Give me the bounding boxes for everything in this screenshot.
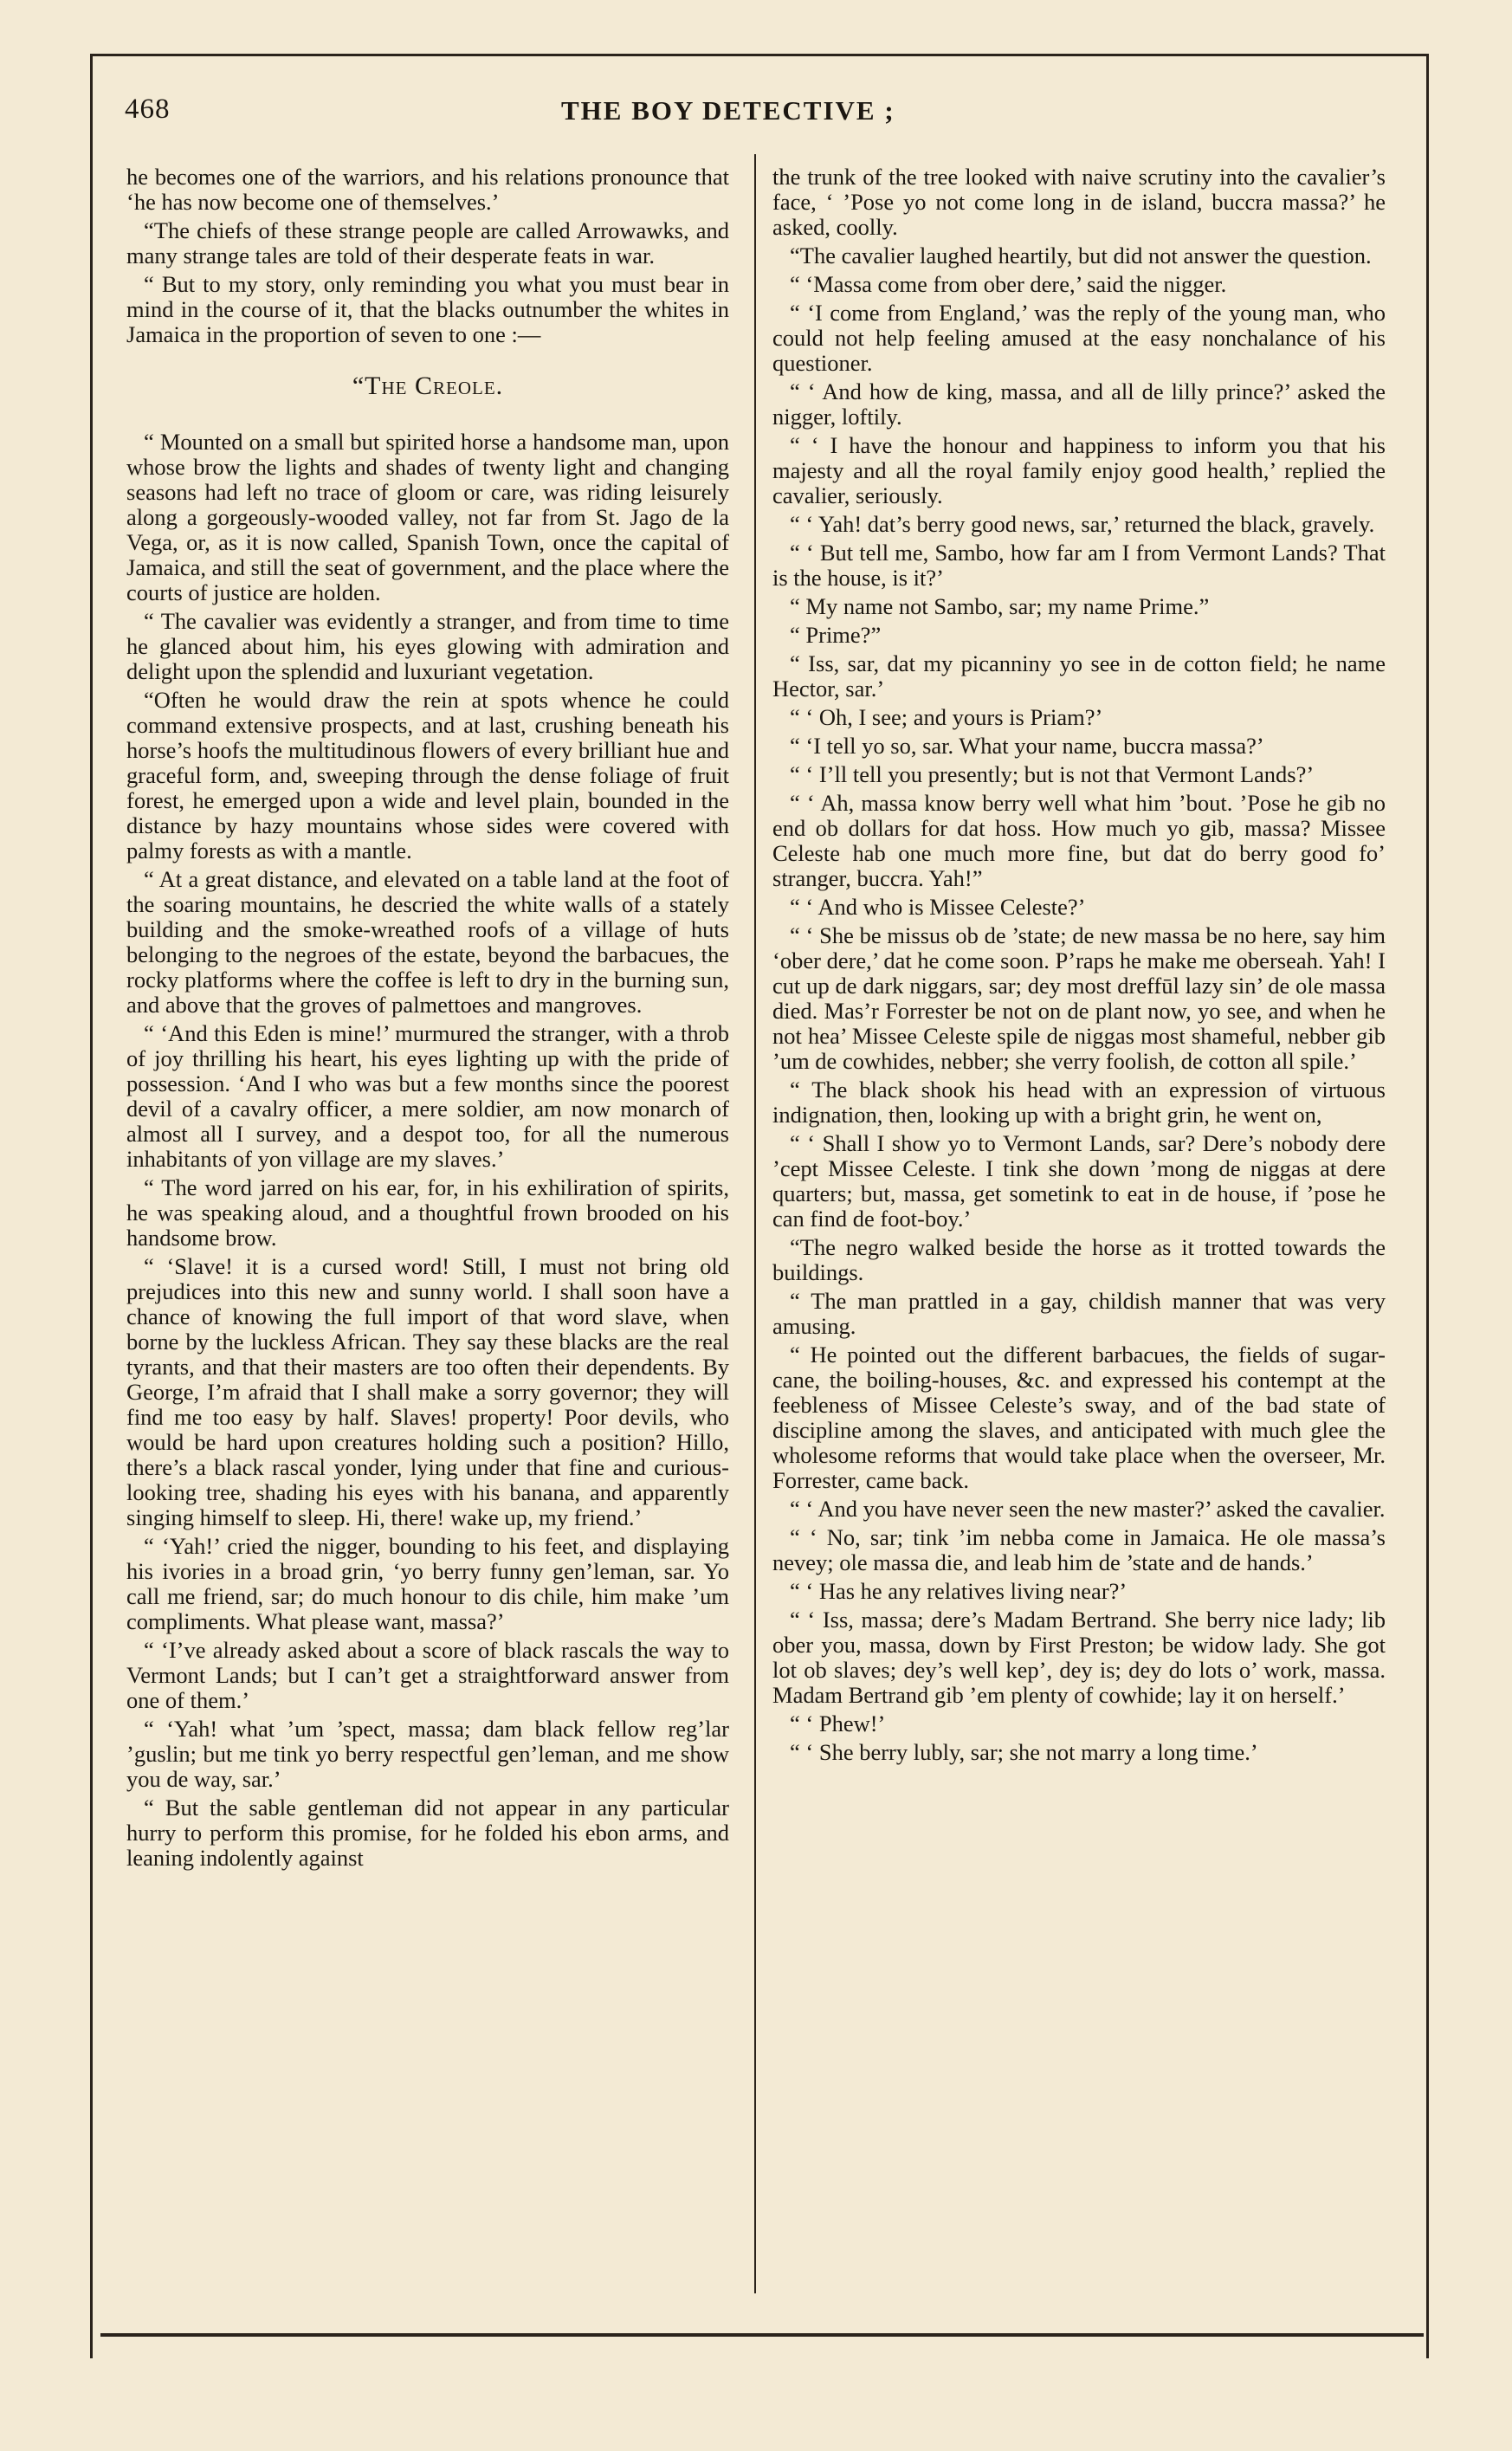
paragraph: “ ‘ I’ll tell you presently; but is not that Vermont Lands?’ <box>790 761 1315 787</box>
paragraph: “ ‘ Has he any relatives living near?’ <box>790 1578 1128 1604</box>
paragraph: “ ‘I’ve already asked about a score of black rascals the way to Vermont Lands; but I can’t get a straightforward answer from one of them.’ <box>126 1637 729 1713</box>
page-number: 468 <box>125 94 171 125</box>
paragraph: “ ‘I tell yo so, sar. What your name, buccra massa?’ <box>790 733 1264 759</box>
paragraph: “ ‘Yah! what ’um ’spect, massa; dam black fellow reg’lar ’guslin; but me tink yo berry respectful gen’leman, and me show you de way, sar.’ <box>126 1716 729 1792</box>
paragraph: “ ‘Yah!’ cried the nigger, bounding to his feet, and displaying his ivories in a broad grin, ‘yo berry funny gen’leman, sar. Yo call me friend, sar; do much honour to dis chile, him make ’um compliments. What please want, massa?’ <box>126 1533 729 1634</box>
paragraph: “ My name not Sambo, sar; my name Prime.” <box>790 593 1210 619</box>
paragraph: “ ‘ No, sar; tink ’im nebba come in Jamaica. He ole massa’s nevey; ole massa die, and leab him de ’state and de hands.’ <box>772 1524 1386 1575</box>
paragraph: “ ‘ Ah, massa know berry well what him ’bout. ’Pose he gib no end ob dollars for dat hoss. How much yo gib, massa? Missee Celeste hab one much more fine, but dat do berry good fo’ stranger, buccra. Yah!” <box>772 790 1386 891</box>
paragraph: “ The cavalier was evidently a stranger, and from time to time he glanced about him, his eyes glowing with admiration and delight upon the splendid and luxuriant vegetation. <box>126 608 729 684</box>
column-divider <box>754 154 756 2293</box>
paragraph: the trunk of the tree looked with naive scrutiny into the cavalier’s face, ‘ ’Pose yo not come long in de island, buccra massa?’ he asked, coolly. <box>772 164 1386 240</box>
bottom-rule <box>100 2333 1424 2337</box>
paragraph: “ ‘Slave! it is a cursed word! Still, I must not bring old prejudices into this new and sunny world. I shall soon have a chance of knowing the full import of that word slave, when borne by the luckless African. They say these blacks are the real tyrants, and that their masters are too often their dependents. By George, I’m afraid that I shall make a sorry governor; they will find me too easy by half. Slaves! property! Poor devils, who would be hard upon creatures holding such a position? Hillo, there’s a black rascal yonder, lying under that fine and curious-looking tree, shading his eyes with his banana, and apparently singing himself to sleep. Hi, there! wake up, my friend.’ <box>126 1253 729 1530</box>
running-title: THE BOY DETECTIVE ; <box>561 95 895 126</box>
paragraph: “ The word jarred on his ear, for, in his exhiliration of spirits, he was speaking aloud, and a thoughtful frown brooded on his handsome brow. <box>126 1174 729 1251</box>
paragraph: “ ‘ Phew!’ <box>790 1711 886 1736</box>
page-header <box>125 94 1398 137</box>
paragraph: “ The black shook his head with an expression of virtuous indignation, then, looking up with a bright grin, he went on, <box>772 1077 1386 1128</box>
paragraph: “ But the sable gentleman did not appear in any particular hurry to perform this promise, for he folded his ebon arms, and leaning indolently against <box>126 1795 729 1871</box>
paragraph: “ ‘ But tell me, Sambo, how far am I from Vermont Lands? That is the house, is it?’ <box>772 540 1386 591</box>
paragraph: “ He pointed out the different barbacues, the fields of sugar-cane, the boiling-houses, &c. and expressed his contempt at the feebleness of Missee Celeste’s sway, and of the bad state of discipline among the slaves, and anticipated with much glee the wholesome reforms that would take place when the overseer, Mr. Forrester, came back. <box>772 1342 1386 1493</box>
paragraph: “The cavalier laughed heartily, but did not answer the question. <box>790 243 1372 268</box>
paragraph: “ ‘Massa come from ober dere,’ said the nigger. <box>790 271 1227 297</box>
paragraph: “ ‘ She berry lubly, sar; she not marry a long time.’ <box>790 1739 1258 1765</box>
left-column <box>126 165 729 1874</box>
right-column <box>772 165 1386 1769</box>
paragraph: “ ‘ Iss, massa; dere’s Madam Bertrand. She berry nice lady; lib ober you, massa, down by First Preston; be widow lady. She got lot ob slaves; dey’s well kep’, dey is; dey do lots o’ work, massa. Madam Bertrand gib ’em plenty of cowhide; lay it on herself.’ <box>772 1607 1386 1708</box>
paragraph: “ ‘ Shall I show yo to Vermont Lands, sar? Dere’s nobody dere ’cept Missee Celeste. I tink she down ’mong de niggas at dere quarters; but, massa, get sometink to eat in de house, if ’pose he can find de foot-boy.’ <box>772 1130 1386 1232</box>
paragraph: “ Iss, sar, dat my picanniny yo see in de cotton field; he name Hector, sar.’ <box>772 650 1386 702</box>
paragraph: “ At a great distance, and elevated on a table land at the foot of the soaring mountains, he descried the white walls of a stately building and the smoke-wreathed roofs of a village of huts belonging to the negroes of the estate, beyond the barbacues, the rocky platforms where the coffee is left to dry in the burning sun, and above that the groves of palmettoes and mangroves. <box>126 866 729 1018</box>
paragraph: “ ‘ She be missus ob de ’state; de new massa be no here, say him ‘ober dere,’ dat he come soon. P’raps he make me oberseah. Yah! I cut up de dark niggars, sar; dey most dreffūl lazy sin’ de ole massa died. Mas’r Forrester be not on de plant now, yo see, and when he not hea’ Missee Celeste spile de niggas most shameful, nebber gib ’um de cowhides, nebber; she verry foolish, de cotton all spile.’ <box>772 922 1386 1074</box>
paragraph: “ ‘ I have the honour and happiness to inform you that his majesty and all the royal family enjoy good health,’ replied the cavalier, seriously. <box>772 432 1386 508</box>
paragraph: “ ‘ And how de king, massa, and all de lilly prince?’ asked the nigger, loftily. <box>772 378 1386 430</box>
paragraph: “ ‘And this Eden is mine!’ murmured the stranger, with a throb of joy thrilling his heart, his eyes lighting up with the pride of possession. ‘And I who was but a few months since the poorest devil of a cavalry officer, a mere soldier, am now monarch of almost all I survey, and a despot too, for all the numerous inhabitants of yon village are my slaves.’ <box>126 1020 729 1172</box>
paragraph: “ ‘ Yah! dat’s berry good news, sar,’ returned the black, gravely. <box>790 511 1375 537</box>
paragraph: “ ‘ And you have never seen the new master?’ asked the cavalier. <box>790 1496 1386 1522</box>
paragraph: “ ‘ And who is Missee Celeste?’ <box>790 894 1086 920</box>
paragraph: “The negro walked beside the horse as it trotted towards the buildings. <box>772 1234 1386 1285</box>
paragraph: “ ‘I come from England,’ was the reply of the young man, who could not help feeling amused at the easy nonchalance of his questioner. <box>772 300 1386 376</box>
paragraph: he becomes one of the warriors, and his relations pronounce that ‘he has now become one of themselves.’ <box>126 164 729 215</box>
paragraph: “ But to my story, only reminding you what you must bear in mind in the course of it, that the blacks outnumber the whites in Jamaica in the proportion of seven to one :— <box>126 271 729 347</box>
paragraph: “The chiefs of these strange people are called Arrowawks, and many strange tales are told of their desperate feats in war. <box>126 217 729 268</box>
paragraph: “ Mounted on a small but spirited horse a handsome man, upon whose brow the lights and shades of twenty light and changing seasons had left no trace of gloom or care, was riding leisurely along a gorgeously-wooded valley, not far from St. Jago de la Vega, or, as it is now called, Spanish Town, once the capital of Jamaica, and still the seat of government, and the place where the courts of justice are holden. <box>126 429 729 605</box>
paragraph: “Often he would draw the rein at spots whence he could command extensive prospects, and at last, crushing beneath his horse’s hoofs the multitudinous flowers of every brilliant hue and graceful form, and, sweeping through the dense foliage of fruit forest, he emerged upon a wide and level plain, bounded in the distance by hazy mountains whose sides were covered with palmy forests as with a mantle. <box>126 687 729 863</box>
paragraph: “ ‘ Oh, I see; and yours is Priam?’ <box>790 704 1103 730</box>
section-heading: “The Creole. <box>352 372 504 400</box>
paragraph: “ The man prattled in a gay, childish manner that was very amusing. <box>772 1288 1386 1339</box>
paragraph: “ Prime?” <box>790 622 882 648</box>
